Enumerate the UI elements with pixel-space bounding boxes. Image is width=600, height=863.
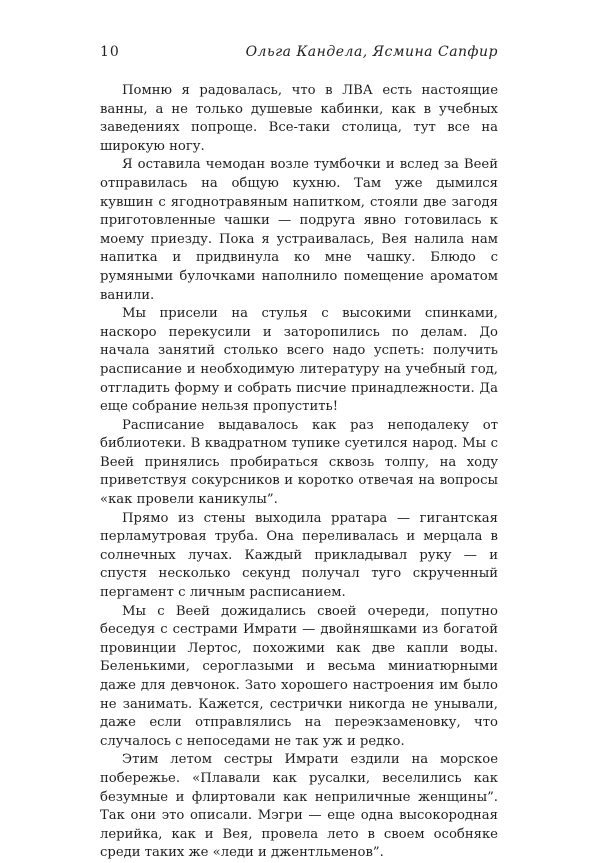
body-text bbox=[100, 82, 498, 863]
page-number: 10 bbox=[100, 44, 120, 60]
paragraph: Прямо из стены выходила рратара — гигантская перламутровая труба. Она переливалась и мерцала в солнечных лучах. Каждый прикладывал руку — и спустя несколько секунд получал туго скрученный пергамент с личным расписанием. bbox=[100, 510, 498, 601]
page-header bbox=[100, 44, 498, 66]
paragraph: Помню я радовалась, что в ЛВА есть настоящие ванны, а не только душевые кабинки, как в учебных заведениях попроще. Все-таки столица, тут все на широкую ногу. bbox=[100, 83, 498, 154]
paragraph: Мы с Веей дожидались своей очереди, попутно беседуя с сестрами Имрати — двойняшками из богатой провинции Лертос, похожими как две капли воды. Беленькими, сероглазыми и весьма миниатюрными даже для девчонок. Зато хорошего настроения им было не занимать. Кажется, сестрички никогда не унывали, даже если отправлялись на переэкзаменовку, что случалось с непоседами не так уж и редко. bbox=[100, 603, 498, 749]
paragraph: Расписание выдавалось как раз неподалеку от библиотеки. В квадратном тупике суетился народ. Мы с Веей принялись пробираться сквозь толпу, на ходу приветствуя сокурсников и коротко отвечая на вопросы «как провели каникулы”. bbox=[100, 417, 498, 508]
running-title: Ольга Кандела, Ясмина Сапфир bbox=[245, 44, 498, 60]
paragraph: Я оставила чемодан возле тумбочки и вслед за Веей отправилась на общую кухню. Там уже дымился кувшин с ягоднотравяным напитком, стояли две загодя приготовленные чашки — подруга явно готовилась к моему приезду. Пока я устраивалась, Вея налила нам напитка и придвинула ко мне чашку. Блюдо с румяными булочками наполнило помещение ароматом ванили. bbox=[100, 157, 498, 303]
paragraph: Этим летом сестры Имрати ездили на морское побережье. «Плавали как русалки, веселились как безумные и флиртовали как неприличные женщины”. Так они это описали. Мэгри — еще одна высокородная лерийка, как и Вея, провела лето в своем особняке среди таких же «леди и джентльменов”. bbox=[100, 752, 498, 861]
paragraph: Мы присели на стулья с высокими спинками, наскоро перекусили и заторопились по делам. До начала занятий столько всего надо успеть: получить расписание и необходимую литературу на учебный год, отгладить форму и собрать писчие принадлежности. Да еще собрание нельзя пропустить! bbox=[100, 306, 498, 415]
